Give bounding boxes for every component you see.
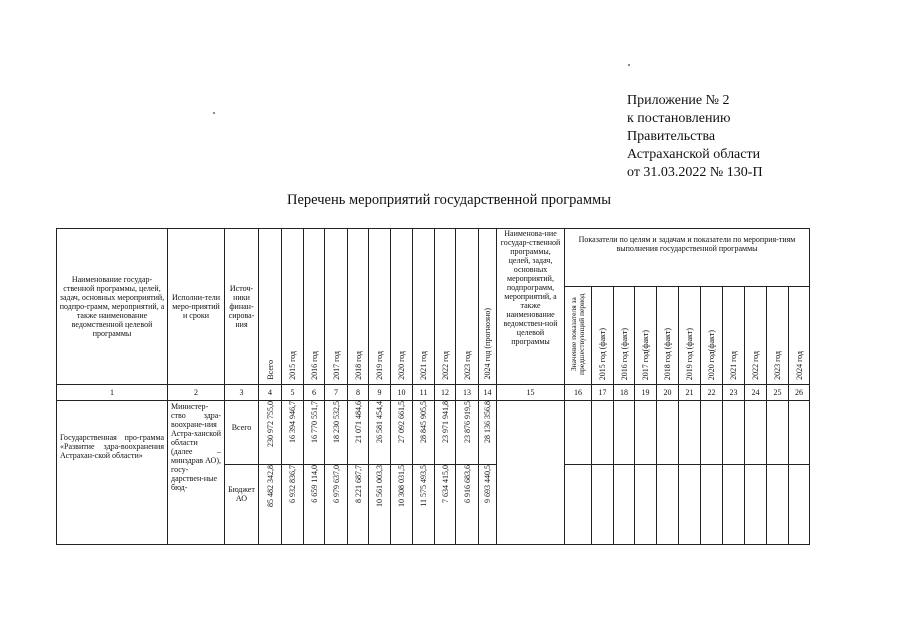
table-row-total (57, 401, 810, 465)
header-indicator-col: 2018 год (факт) (657, 287, 679, 385)
column-number: 26 (789, 385, 810, 401)
header-total: Всего (259, 229, 282, 385)
empty-cell (723, 465, 745, 545)
column-number: 24 (745, 385, 767, 401)
empty-cell (745, 465, 767, 545)
value-cell: 10 308 031,5 (391, 465, 413, 545)
empty-cell (614, 465, 635, 545)
empty-cell (565, 465, 592, 545)
program-name-cell: Государственная про-грамма «Развитие здра-воохранения Астрахан-ской области» (57, 401, 168, 545)
header-indicator-col: 2017 год(факт) (635, 287, 657, 385)
header-program-name: Наименование государ-ственной программы, целей, задач, основных мероприятий, подпро-грамм, мероприятий, а также наименование ведомственной целевой программы (57, 229, 168, 385)
empty-cell (679, 465, 701, 545)
header-year: 2019 год (369, 229, 391, 385)
value-cell: 28 845 905,5 (413, 401, 435, 465)
value-cell: 18 230 532,5 (325, 401, 348, 465)
column-number: 21 (679, 385, 701, 401)
column-number: 20 (657, 385, 679, 401)
header-year: 2024 год (прогнозно) (479, 229, 497, 385)
value-cell: 28 136 356,8 (479, 401, 497, 465)
column-number: 14 (479, 385, 497, 401)
annex-line: Астраханской области (627, 147, 761, 162)
column-number: 18 (614, 385, 635, 401)
column-number: 19 (635, 385, 657, 401)
column-number: 4 (259, 385, 282, 401)
empty-cell (723, 401, 745, 465)
header-year: 2016 год (304, 229, 325, 385)
value-cell: 8 221 687,7 (348, 465, 369, 545)
empty-cell (614, 401, 635, 465)
funding-source-cell: Всего (225, 401, 259, 465)
header-funding-sources: Источ-ники финан-сирова-ния (225, 229, 259, 385)
annex-line: к постановлению (627, 111, 731, 126)
empty-cell (592, 401, 614, 465)
value-cell: 9 693 440,5 (479, 465, 497, 545)
empty-cell (635, 465, 657, 545)
value-cell: 6 932 836,7 (282, 465, 304, 545)
value-cell: 23 876 919,5 (456, 401, 479, 465)
measures-table (56, 228, 810, 545)
header-year: 2015 год (282, 229, 304, 385)
column-number: 10 (391, 385, 413, 401)
value-cell: 6 979 637,0 (325, 465, 348, 545)
column-number: 11 (413, 385, 435, 401)
header-year: 2021 год (413, 229, 435, 385)
value-cell: 26 581 454,4 (369, 401, 391, 465)
empty-cell (789, 465, 810, 545)
header-year: 2017 год (325, 229, 348, 385)
header-year: 2020 год (391, 229, 413, 385)
header-indicator-col: 2020 год(факт) (701, 287, 723, 385)
header-indicator-col: 2024 год (789, 287, 810, 385)
header-indicator-col: 2023 год (767, 287, 789, 385)
header-indicator-col: 2022 год (745, 287, 767, 385)
column-number: 13 (456, 385, 479, 401)
column-number: 5 (282, 385, 304, 401)
value-cell: 7 634 415,0 (435, 465, 456, 545)
column-number: 25 (767, 385, 789, 401)
header-indicator-col: 2016 год (факт) (614, 287, 635, 385)
value-cell: 23 971 941,8 (435, 401, 456, 465)
empty-cell (497, 401, 565, 545)
column-number: 16 (565, 385, 592, 401)
empty-cell (635, 401, 657, 465)
value-cell: 6 659 114,0 (304, 465, 325, 545)
header-row (57, 229, 810, 287)
value-cell: 21 071 484,6 (348, 401, 369, 465)
executor-cell: Министер-ство здра-воохране-ния Астра-ханской области (далее – минздрав АО), госу-дарствен-ные бюд- (168, 401, 225, 545)
column-number: 22 (701, 385, 723, 401)
header-year: 2018 год (348, 229, 369, 385)
header-year: 2022 год (435, 229, 456, 385)
annex-block (627, 92, 763, 182)
column-number: 9 (369, 385, 391, 401)
annex-date-line: от 31.03.2022 № 130-П (627, 165, 763, 180)
empty-cell (789, 401, 810, 465)
empty-cell (767, 465, 789, 545)
value-cell: 27 092 661,5 (391, 401, 413, 465)
column-number: 3 (225, 385, 259, 401)
scan-speck (628, 64, 630, 66)
scan-speck (213, 112, 215, 114)
value-cell: 85 482 342,8 (259, 465, 282, 545)
empty-cell (701, 401, 723, 465)
document-title: Перечень мероприятий государственной программы (287, 192, 611, 208)
annex-line: Приложение № 2 (627, 93, 730, 108)
header-executors: Исполни-тели меро-приятий и сроки (168, 229, 225, 385)
empty-cell (657, 401, 679, 465)
value-cell: 6 916 683,6 (456, 465, 479, 545)
value-cell: 11 575 493,5 (413, 465, 435, 545)
empty-cell (679, 401, 701, 465)
header-year: 2023 год (456, 229, 479, 385)
empty-cell (767, 401, 789, 465)
header-indicator-col: 2021 год (723, 287, 745, 385)
column-number: 1 (57, 385, 168, 401)
annex-line: Правительства (627, 129, 716, 144)
column-number: 7 (325, 385, 348, 401)
header-program-name-right: Наименова-ние государ-ственной программы, целей, задач, основных мероприятий, подпрограмм, мероприятий, а также наименование ведомствен-ной целевой программы (497, 229, 565, 385)
header-indicator-col: 2015 год (факт) (592, 287, 614, 385)
column-number: 15 (497, 385, 565, 401)
column-number: 12 (435, 385, 456, 401)
value-cell: 16 394 946,7 (282, 401, 304, 465)
header-indicator-col: 2019 год (факт) (679, 287, 701, 385)
empty-cell (745, 401, 767, 465)
empty-cell (565, 401, 592, 465)
value-cell: 10 561 003,3 (369, 465, 391, 545)
header-indicators: Показатели по целям и задачам и показатели по мероприя-тиям выполнения государственной программы (565, 229, 810, 287)
column-number: 23 (723, 385, 745, 401)
empty-cell (657, 465, 679, 545)
column-number-row (57, 385, 810, 401)
funding-source-cell: Бюджет АО (225, 465, 259, 545)
column-number: 2 (168, 385, 225, 401)
header-indicator-col: Значение показателя за предшествующий период (565, 287, 592, 385)
column-number: 6 (304, 385, 325, 401)
column-number: 17 (592, 385, 614, 401)
value-cell: 230 972 755,0 (259, 401, 282, 465)
value-cell: 16 770 551,7 (304, 401, 325, 465)
column-number: 8 (348, 385, 369, 401)
empty-cell (701, 465, 723, 545)
empty-cell (592, 465, 614, 545)
